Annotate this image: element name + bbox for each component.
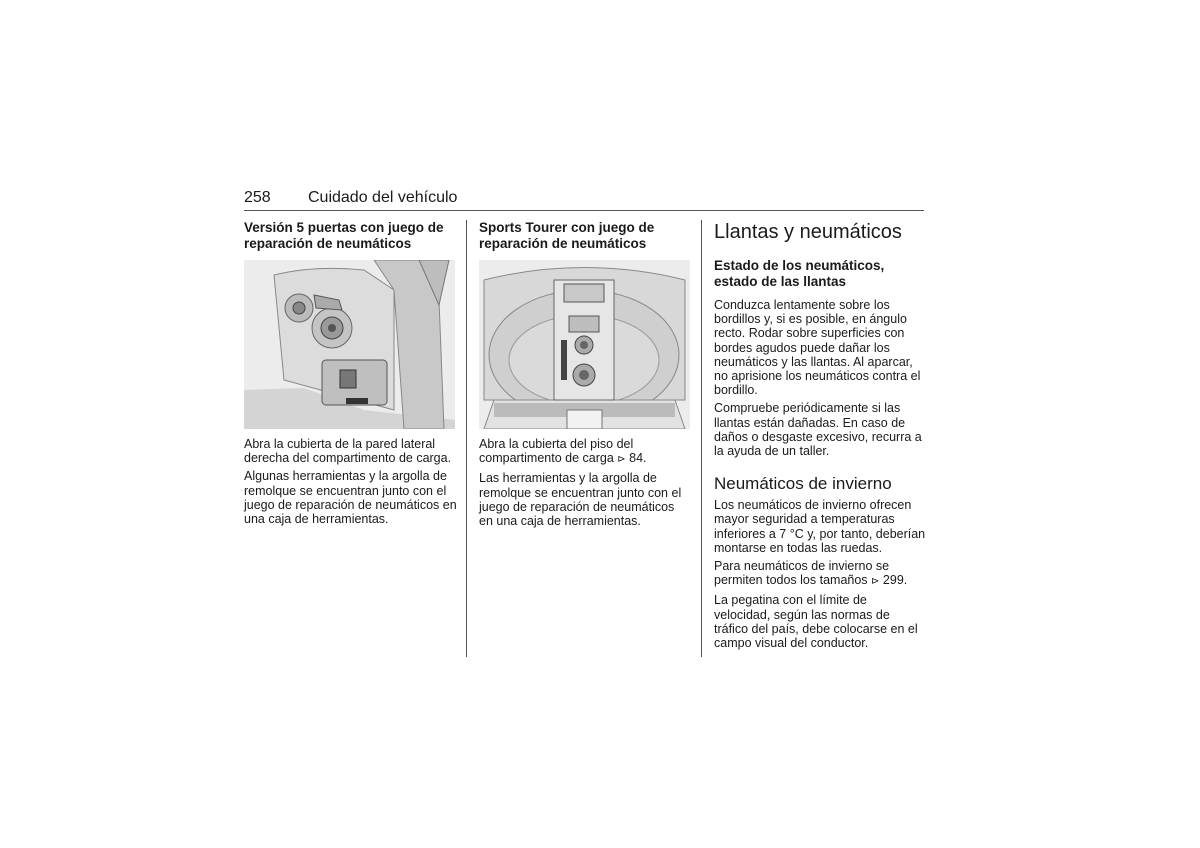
column-heading: Versión 5 puertas con juego de reparación de neumáticos xyxy=(244,220,444,251)
illustration-trunk-floor xyxy=(479,260,690,429)
chapter-title: Llantas y neumáticos xyxy=(714,221,902,243)
paragraph xyxy=(479,437,691,467)
paragraph: Compruebe periódicamente si las llantas están dañadas. En caso de daños o desgaste excesivo, recurra a la ayuda de un taller. xyxy=(714,401,922,459)
page-reference[interactable]: 299. xyxy=(882,573,908,588)
page-reference-arrow-icon: ⊳ xyxy=(617,454,626,466)
paragraph-text: Para neumáticos de invierno se permiten todos los tamaños xyxy=(714,559,890,588)
section-title: Cuidado del vehículo xyxy=(308,189,458,206)
column-divider xyxy=(466,220,467,657)
section-heading: Neumáticos de invierno xyxy=(714,474,892,494)
paragraph: Conduzca lentamente sobre los bordillos y, si es posible, en ángulo recto. Rodar sobre superficies con bordes agudos puede dañar los neumáticos y las llantas. Al aparcar, no aprisione los neumáticos contra el bordillo. xyxy=(714,298,921,398)
page-reference[interactable]: 84. xyxy=(629,451,647,466)
paragraph: Algunas herramientas y la argolla de remolque se encuentran junto con el juego de reparación de neumáticos en una caja de herramientas. xyxy=(244,469,457,527)
column-middle xyxy=(479,220,691,532)
paragraph: Las herramientas y la argolla de remolque se encuentran junto con el juego de reparación de neumáticos en una caja de herramientas. xyxy=(479,471,682,529)
paragraph: La pegatina con el límite de velocidad, según las normas de tráfico del país, debe colocarse en el campo visual del conductor. xyxy=(714,593,918,651)
page-header xyxy=(244,188,924,211)
paragraph-text: Abra la cubierta del piso del compartimento de carga xyxy=(479,437,634,466)
column-divider xyxy=(701,220,702,657)
illustration-trunk-side-panel xyxy=(244,260,455,429)
paragraph xyxy=(714,559,926,589)
paragraph: Abra la cubierta de la pared lateral derecha del compartimento de carga. xyxy=(244,437,452,466)
page-number: 258 xyxy=(244,189,271,206)
column-left xyxy=(244,220,457,530)
paragraph: Los neumáticos de invierno ofrecen mayor seguridad a temperaturas inferiores a 7 °C y, por tanto, deberían montarse en todas las ruedas. xyxy=(714,498,926,555)
column-right xyxy=(714,220,926,654)
page-reference-arrow-icon: ⊳ xyxy=(871,576,880,588)
column-heading: Sports Tourer con juego de reparación de neumáticos xyxy=(479,220,655,251)
subsection-heading: Estado de los neumáticos, estado de las llantas xyxy=(714,258,885,289)
